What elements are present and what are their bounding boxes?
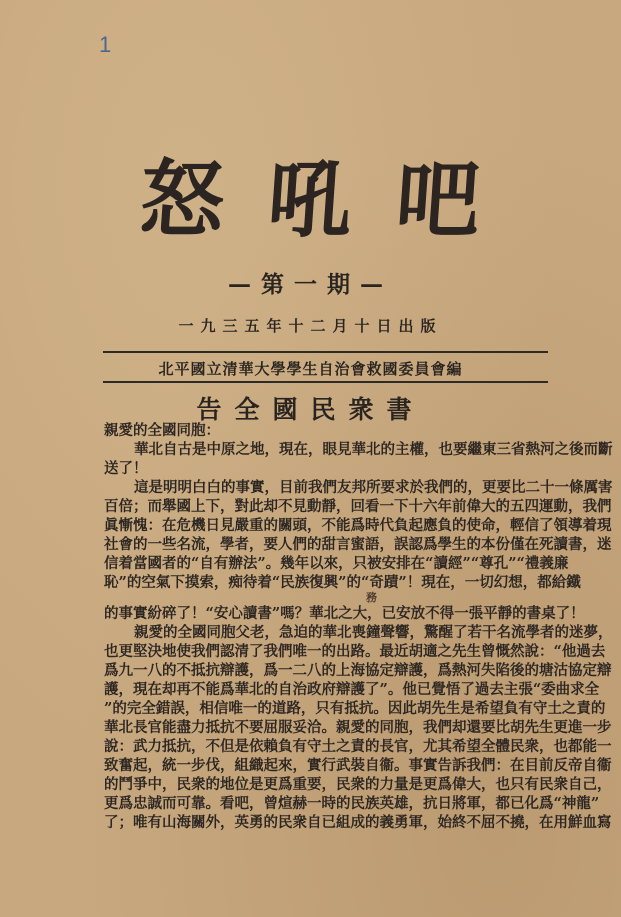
masthead-char: 吧 [392, 150, 484, 249]
paragraph-line: 百倍；而舉國上下，對此却不見動靜，回看一下十六年前偉大的五四運動，我們 [104, 497, 612, 515]
paragraph-line: 社會的一些名流，學者，要人們的甜言蜜語，誤認爲學生的本份僅在死讀書，迷 [104, 535, 612, 553]
masthead-title [137, 150, 484, 250]
paragraph-line: 的事實紛碎了！“安心讀書”嗎？華北之大，已安放不得一張平靜的書桌了！ [104, 605, 585, 623]
paragraph-line: 爲九一八的不抵抗辯護，爲一二八的上海協定辯護，爲熱河失陷後的塘沽協定辯 [104, 662, 612, 680]
paragraph-line: 了；唯有山海關外，英勇的民衆自已組成的義勇軍，始終不屈不撓，在用鮮血寫 [104, 813, 612, 831]
paragraph-line: 護，現在却再不能爲華北的自治政府辯護了”。他已覺悟了過去主張“委曲求全 [104, 681, 600, 699]
paragraph-line: 恥”的空氣下摸索，痴待着“民族復興”的“奇蹟”！現在，一切幻想，都給鐵 [104, 573, 581, 591]
paragraph-first-line: 華北自古是中原之地，現在，眼見華北的主權，也要繼東三省熱河之後而斷 [134, 440, 613, 458]
paragraph-line: 華北長官能盡力抵抗不要屈服妥洽。親愛的同胞，我們却還要比胡先生更進一步 [104, 719, 612, 737]
divider-bottom [103, 381, 548, 383]
paragraph-line: 致奮起，統一步伐，組織起來，實行武裝自衞。事實告訴我們：在目前反帝自衞 [104, 756, 612, 774]
paragraph-first-line: 親愛的全國同胞父老，急迫的華北喪鐘聲響，驚醒了若干名流學者的迷夢， [134, 624, 613, 642]
article-title: 告全國民衆書 [196, 395, 425, 424]
paragraph-line: 送了！ [104, 459, 148, 477]
paragraph-first-line: 親愛的全國同胞： [104, 422, 220, 439]
paragraph-line: ”的完全錯誤，相信唯一的道路，只有抵抗。因此胡先生是希望負有守土之責的 [104, 700, 606, 718]
page-number: 1 [99, 32, 112, 57]
masthead-char: 怒 [136, 150, 228, 249]
divider-top [103, 351, 548, 353]
handwritten-insertion: 務 [366, 591, 377, 604]
masthead-char: 吼 [264, 150, 356, 249]
paragraph-line: 更爲忠誠而可靠。看吧，曾煊赫一時的民族英雄，抗日將軍，都已化爲“神龍” [104, 794, 600, 812]
paragraph-first-line: 這是明明白白的事實，目前我們友邦所要求於我們的，更要比二十一條厲害 [134, 478, 613, 496]
issue-number: —第一期— [228, 271, 393, 298]
publication-date: 一九三五年十二月十日出版 [178, 317, 443, 335]
article-body [104, 422, 613, 833]
editor-credit: 北平國立清華大學學生自治會救國委員會編 [158, 360, 463, 378]
paragraph-line: 的鬥爭中，民衆的地位是更爲重要，民衆的力量是更爲偉大，也只有民衆自己， [104, 775, 612, 793]
paragraph-line: 說：武力抵抗，不但是依賴負有守土之責的長官，尤其希望全體民衆，也都能一 [104, 738, 612, 755]
paragraph-line: 信着當國者的“自有辦法”。幾年以來，只被安排在“讀經”“尊孔”“禮義廉 [104, 554, 569, 572]
paragraph-line: 眞慚愧：在危機日見嚴重的關頭，不能爲時代負起應負的使命，輕信了領導着現 [104, 516, 612, 534]
paragraph-line: 也更堅決地使我們認清了我們唯一的出路。最近胡適之先生曾慨然說：“他過去 [104, 643, 606, 661]
